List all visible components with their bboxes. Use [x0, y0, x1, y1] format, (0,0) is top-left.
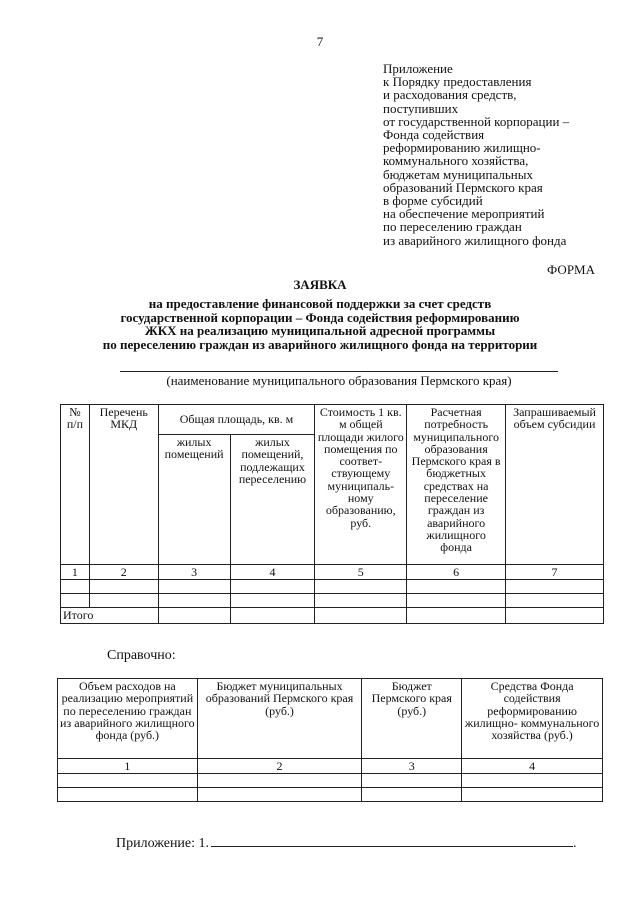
column-number: 2 — [197, 759, 362, 774]
table-cell[interactable] — [61, 580, 90, 594]
header-requested-subsidy: Запрашиваемый объем субсидии — [506, 405, 604, 565]
appendix-line: от государственной корпорации – — [383, 113, 570, 129]
header-area-living: жилых помещений — [158, 435, 230, 565]
total-label: Итого — [61, 608, 159, 623]
appendix-line: коммунального хозяйства, — [383, 153, 529, 169]
table-cell[interactable] — [230, 580, 315, 594]
table-row — [61, 594, 604, 608]
column-number: 3 — [158, 565, 230, 580]
table-cell[interactable] — [158, 594, 230, 608]
municipality-caption: (наименование муниципального образования Пермского края) — [166, 373, 512, 388]
table-cell[interactable] — [315, 580, 407, 594]
column-number: 1 — [58, 759, 198, 774]
header-number: № п/п — [61, 405, 90, 565]
table-cell[interactable] — [315, 594, 407, 608]
page-number: 7 — [316, 34, 324, 49]
table-cell[interactable] — [89, 580, 158, 594]
table-row — [61, 580, 604, 594]
reference-label: Справочно: — [107, 648, 176, 663]
table-cell[interactable] — [362, 788, 462, 802]
subtitle-line: по переселению граждан из аварийного жилищного фонда на территории — [102, 336, 538, 352]
table-cell[interactable] — [506, 594, 604, 608]
appendix-line: бюджетам муниципальных — [383, 166, 533, 182]
column-number: 7 — [506, 565, 604, 580]
document-title: ЗАЯВКА — [293, 277, 347, 292]
appendix-line: к Порядку предоставления — [383, 74, 532, 90]
header-mkd-list: Перечень МКД — [89, 405, 158, 565]
table-cell[interactable] — [230, 608, 315, 623]
reference-table — [57, 678, 603, 802]
table-cell[interactable] — [407, 580, 506, 594]
header-regional-budget: Бюджет Пермского края (руб.) — [362, 679, 462, 759]
application-table — [60, 404, 604, 624]
table-cell[interactable] — [89, 594, 158, 608]
attachment-end: . — [573, 836, 577, 851]
document-subtitle — [30, 297, 610, 351]
table-cell[interactable] — [407, 608, 506, 623]
appendix-line: и расходования средств, — [383, 87, 517, 103]
subtitle-line: ЖКХ на реализацию муниципальной адресной программы — [144, 323, 496, 338]
column-number: 4 — [462, 759, 603, 774]
appendix-line: по переселению граждан — [383, 219, 522, 235]
appendix-line: в форме субсидий — [383, 193, 483, 209]
appendix-line: реформированию жилищно- — [383, 140, 541, 156]
subtitle-line: государственной корпорации – Фонда содействия реформированию — [120, 309, 520, 325]
column-number: 3 — [362, 759, 462, 774]
table-cell[interactable] — [197, 788, 362, 802]
attachment-line — [116, 834, 577, 852]
table-cell[interactable] — [61, 594, 90, 608]
header-estimated-need: Расчетная потребность муниципального образования Пермского края в бюджетных средствах на переселение граждан из аварийного жилищного фонда — [407, 405, 506, 565]
table-cell[interactable] — [58, 774, 198, 788]
column-number: 1 — [61, 565, 90, 580]
attachment-fill-line[interactable] — [211, 834, 573, 847]
table-row — [58, 788, 603, 802]
appendix-block — [383, 62, 623, 247]
appendix-line: образований Пермского края — [383, 179, 543, 195]
table-cell[interactable] — [506, 608, 604, 623]
table-cell[interactable] — [462, 788, 603, 802]
table-cell[interactable] — [197, 774, 362, 788]
table-cell[interactable] — [158, 580, 230, 594]
form-label: ФОРМА — [547, 262, 595, 277]
table-cell[interactable] — [462, 774, 603, 788]
header-cost-per-sqm: Стоимость 1 кв. м общей площади жилого помещения по соответ- ствующему муниципаль- ному образованию, руб. — [315, 405, 407, 565]
table-cell[interactable] — [58, 788, 198, 802]
appendix-line: из аварийного жилищного фонда — [383, 232, 567, 248]
table-cell[interactable] — [230, 594, 315, 608]
column-number: 4 — [230, 565, 315, 580]
attachment-label: Приложение: 1. — [116, 836, 210, 851]
appendix-line: Приложение — [383, 61, 453, 76]
header-expenses: Объем расходов на реализацию мероприятий по переселению граждан из аварийного жилищного фонда (руб.) — [58, 679, 198, 759]
header-municipal-budget: Бюджет муниципальных образований Пермского края (руб.) — [197, 679, 362, 759]
table-cell[interactable] — [158, 608, 230, 623]
municipality-fill-line[interactable] — [120, 371, 558, 372]
appendix-line: на обеспечение мероприятий — [383, 206, 545, 222]
table-row — [58, 774, 603, 788]
table-cell[interactable] — [407, 594, 506, 608]
appendix-line: поступивших — [383, 100, 459, 116]
header-area-resettlement: жилых помещений, подлежащих переселению — [230, 435, 315, 565]
appendix-line: Фонда содействия — [383, 127, 485, 143]
header-fund-resources: Средства Фонда содействия реформированию жилищно- коммунального хозяйства (руб.) — [462, 679, 603, 759]
table-cell[interactable] — [362, 774, 462, 788]
column-number: 2 — [89, 565, 158, 580]
table-cell[interactable] — [506, 580, 604, 594]
subtitle-line: на предоставление финансовой поддержки за счет средств — [148, 296, 492, 311]
column-number: 6 — [407, 565, 506, 580]
total-row — [61, 608, 604, 623]
table-cell[interactable] — [315, 608, 407, 623]
column-number: 5 — [315, 565, 407, 580]
header-total-area: Общая площадь, кв. м — [158, 405, 315, 435]
